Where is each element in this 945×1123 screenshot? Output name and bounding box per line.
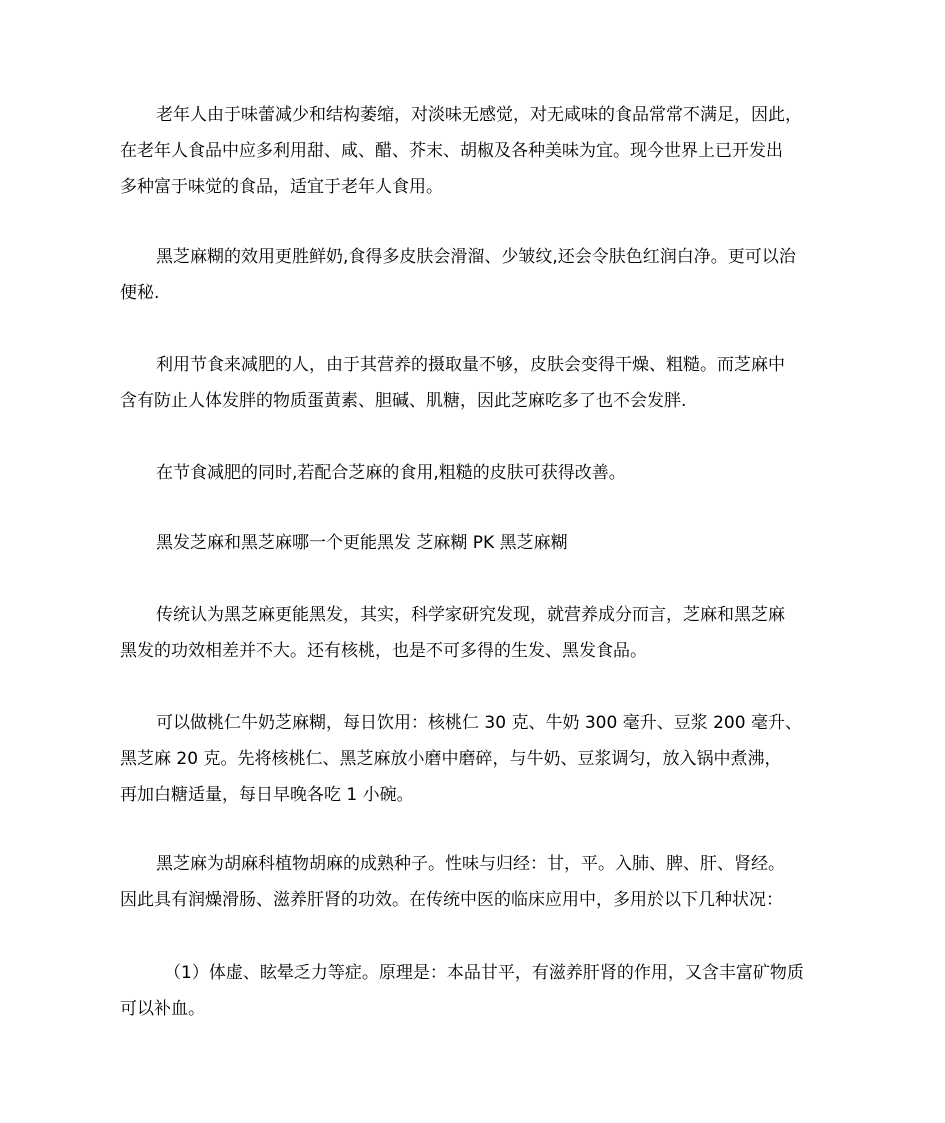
text-line: 因此具有润燥滑肠、滋养肝肾的功效。在传统中医的临床应用中，多用於以下几种状况： (120, 890, 783, 910)
text-line: 在节食减肥的同时,若配合芝麻的食用,粗糙的皮肤可获得改善。 (156, 463, 626, 483)
paragraph-tcm-properties (120, 846, 832, 918)
list-item-1 (120, 955, 832, 1027)
paragraph-recipe (120, 705, 832, 813)
text-line: 可以补血。 (120, 999, 205, 1019)
text-line: 便秘. (120, 283, 160, 303)
text-line: 含有防止人体发胖的物质蛋黄素、胆碱、肌糖，因此芝麻吃多了也不会发胖. (120, 391, 687, 411)
text-line: （1）体虚、眩晕乏力等症。原理是：本品甘平，有滋养肝肾的作用，又含丰富矿物质 (164, 963, 804, 983)
paragraph-dieting-improvement (120, 455, 832, 491)
text-line: 传统认为黑芝麻更能黑发，其实，科学家研究发现，就营养成分而言，芝麻和黑芝麻 (156, 605, 785, 625)
text-line: 再加白糖适量，每日早晚各吃 1 小碗。 (120, 785, 414, 805)
text-line: 黑发的功效相差并不大。还有核桃，也是不可多得的生发、黑发食品。 (120, 641, 647, 661)
paragraph-dieting-skin (120, 347, 832, 419)
text-line: 黑芝麻为胡麻科植物胡麻的成熟种子。性味与归经：甘，平。入肺、脾、肝、肾经。 (156, 854, 785, 874)
section-heading (120, 525, 832, 561)
text-line: 在老年人食品中应多利用甜、咸、醋、芥末、胡椒及各种美味为宜。现今世界上已开发出 (120, 141, 783, 161)
text-line: 黑芝麻糊的效用更胜鲜奶,食得多皮肤会滑溜、少皱纹,还会令肤色红润白净。更可以治 (156, 247, 796, 267)
paragraph-elderly-taste (120, 97, 832, 205)
heading-line: 黑发芝麻和黑芝麻哪一个更能黑发 芝麻糊 PK 黑芝麻糊 (156, 533, 568, 553)
paragraph-sesame-paste-benefits (120, 239, 832, 311)
paragraph-black-hair (120, 597, 832, 669)
text-line: 可以做桃仁牛奶芝麻糊，每日饮用：核桃仁 30 克、牛奶 300 毫升、豆浆 200 毫升、 (156, 713, 802, 733)
text-line: 老年人由于味蕾减少和结构萎缩，对淡味无感觉，对无咸味的食品常常不满足，因此， (156, 105, 802, 125)
text-line: 黑芝麻 20 克。先将核桃仁、黑芝麻放小磨中磨碎，与牛奶、豆浆调匀，放入锅中煮沸， (120, 749, 782, 769)
text-line: 多种富于味觉的食品，适宜于老年人食用。 (120, 177, 443, 197)
text-line: 利用节食来减肥的人，由于其营养的摄取量不够，皮肤会变得干燥、粗糙。而芝麻中 (156, 355, 785, 375)
